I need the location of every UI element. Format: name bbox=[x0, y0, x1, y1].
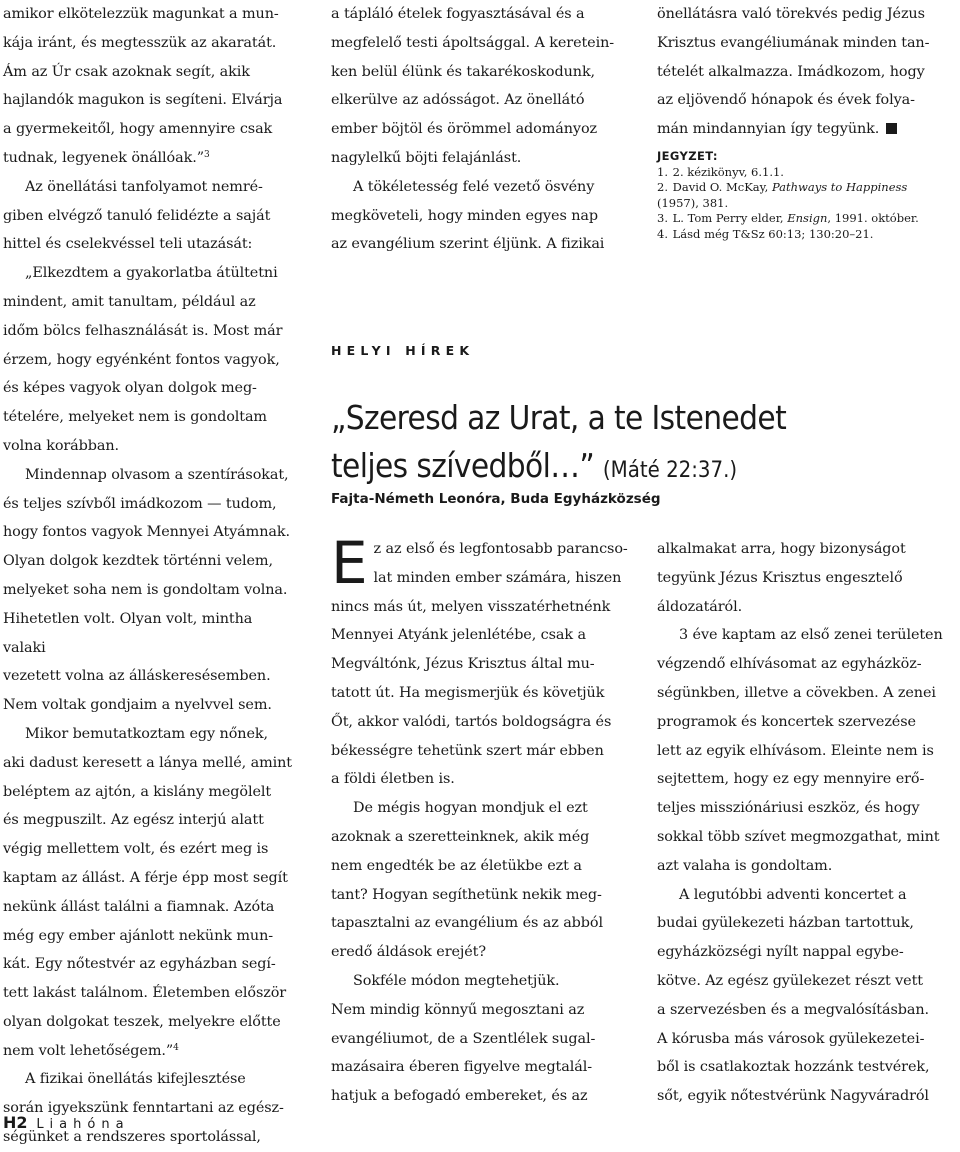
notes-list bbox=[657, 165, 957, 243]
note-item: 2. David O. McKay, Pathways to Happiness (1957), 381. bbox=[657, 180, 908, 210]
article-byline: Fajta-Németh Leonóra, Buda Egyházközség bbox=[331, 491, 661, 507]
paragraph: a tápláló ételek fogyasztásával és a megfelelő testi ápoltsággal. A keretein- ken belül élünk és takarékoskodunk, elkerülve az adósságot. Az önellátó ember böjtöl és örömmel adományoz nagylelkű böjti felajánlást. bbox=[331, 6, 615, 166]
paragraph: A fizikai önellátás kifejlesztése során igyekszünk fenntartani az egész- ségünket a rendszeres sportolással, bbox=[3, 1071, 284, 1146]
page-number: H2 bbox=[3, 1113, 28, 1132]
note-item: 1. 2. kézikönyv, 6.1.1. bbox=[657, 164, 784, 179]
paragraph: Az önellátási tanfolyamot nemré- giben elvégző tanuló felidézte a saját hittel és cselekvéssel teli utazását: bbox=[3, 178, 271, 253]
note-item: 4. Lásd még T&Sz 60:13; 130:20–21. bbox=[657, 226, 874, 241]
article-headline: „Szeresd az Urat, a te Istenedet teljes szívedből…” (Máté 22:37.) bbox=[331, 398, 787, 485]
footnote-ref: 3 bbox=[203, 149, 210, 160]
article-right-column bbox=[657, 535, 957, 1111]
note-item: 3. L. Tom Perry elder, Ensign, 1991. október. bbox=[657, 211, 919, 226]
magazine-name: Liahóna bbox=[36, 1117, 130, 1132]
middle-top-column bbox=[331, 0, 631, 259]
article-middle-column bbox=[331, 529, 631, 1111]
end-mark-icon bbox=[886, 123, 897, 134]
quote-paragraph: Mikor bemutatkoztam egy nőnek, aki dadust keresett a lánya mellé, amint beléptem az ajtón, a kislány megölelt és megpuszilt. Az egész interjú alatt végig mellettem volt, és ezért meg is kaptam az állást. A férje épp most segít nekünk állást találni a fiamnak. Azóta még egy ember ajánlott nekünk mun- kát. Egy nőtestvér az egyházban segí- tett lakást találnom. Életemben először olyan dolgokat teszek, melyekre előtte nem volt lehetőségem.”$^4$ bbox=[3, 725, 292, 1059]
paragraph: De mégis hogyan mondjuk el ezt azoknak a szeretteinknek, akik még nem engedték be az életükbe ezt a tant? Hogyan segíthetünk nekik meg- tapasztalni az evangélium és az abból eredő áldások erejét? bbox=[331, 800, 603, 961]
paragraph: alkalmakat arra, hogy bizonyságot tegyünk Jézus Krisztus engesztelő áldozatáról. bbox=[657, 541, 906, 615]
left-column bbox=[3, 0, 298, 1152]
page-footer bbox=[3, 1113, 130, 1132]
paragraph: önellátásra való törekvés pedig Jézus Krisztus evangéliumának minden tan- tételét alkalmazza. Imádkozom, hogy az eljövendő hónapok és évek folya- mán mindannyian így tegyünk. bbox=[657, 6, 930, 138]
paragraph: Nem mindig könnyű megosztani az evangéliumot, de a Szentlélek sugal- mazásaira éberen figyelve megtalál- hatjuk a befogadó embereket, és az bbox=[331, 1001, 596, 1105]
scripture-reference: (Máté 22:37.) bbox=[602, 458, 738, 483]
paragraph: amikor elkötelezzük magunkat a mun- kája iránt, és megtesszük az akaratát. Ám az Úr csak azoknak segít, akik hajlandók magukon is segíteni. Elvárja a gyermekeitől, hogy amennyire csak tudnak, legyenek önállóak.”$^3$ bbox=[3, 6, 283, 166]
right-top-column bbox=[657, 0, 957, 242]
paragraph: A legutóbbi adventi koncertet a budai gyülekezeti házban tartottuk, egyházközségi nyílt nappal egybe- kötve. Az egész gyülekezet részt vett a szervezésben és a megvalósításban. A kórusba más városok gyülekezetei- ből is csatlakoztak hozzánk testvérek, sőt, egyik nőtestvérünk Nagyváradról bbox=[657, 886, 930, 1105]
quote-paragraph: „Elkezdtem a gyakorlatba átültetni mindent, amit tanultam, például az időm bölcs felhasználását is. Most már érzem, hogy egyénként fontos vagyok, és képes vagyok olyan dolgok meg- tételére, melyeket nem is gondoltam volna korábban. bbox=[3, 265, 283, 454]
section-label: HELYI HÍREK bbox=[331, 343, 475, 358]
paragraph: Sokféle módon megtehetjük. bbox=[353, 972, 560, 989]
paragraph: 3 éve kaptam az első zenei területen végzendő elhívásomat az egyházköz- ségünkben, illetve a cövekben. A zenei programok és koncertek szervezése lett az egyik elhívásom. Eleinte nem is sejtettem, hogy ez egy mennyire erő- teljes missziónáriusi eszköz, és hogy sokkal több szívet megmozgathat, mint azt valaha is gondoltam. bbox=[657, 627, 943, 874]
quote-paragraph: Mindennap olvasom a szentírásokat, és teljes szívből imádkozom — tudom, hogy fontos vagyok Mennyei Atyámnak. Olyan dolgok kezdtek történni velem, melyeket soha nem is gondoltam volna. Hihetetlen volt. Olyan volt, mintha valaki vezetett volna az álláskeresésemben. Nem voltak gondjaim a nyelvvel sem. bbox=[3, 466, 290, 714]
drop-cap: E bbox=[331, 529, 368, 597]
footnote-ref: 4 bbox=[173, 1042, 179, 1053]
paragraph: A tökéletesség felé vezető ösvény megköveteli, hogy minden egyes nap az evangélium szerint éljünk. A fizikai bbox=[331, 178, 605, 253]
notes-title: JEGYZET: bbox=[657, 148, 718, 163]
paragraph: Ez az első és legfontosabb parancso- lat minden ember számára, hiszen nincs más út, melyen visszatérhetnénk Mennyei Atyánk jelenlétébe, csak a Megváltónk, Jézus Krisztus által mu- tatott út. Ha megismerjük és követjük Őt, akkor valódi, tartós boldogságra és békességre tehetünk szert már ebben a földi életben is. bbox=[331, 529, 628, 788]
